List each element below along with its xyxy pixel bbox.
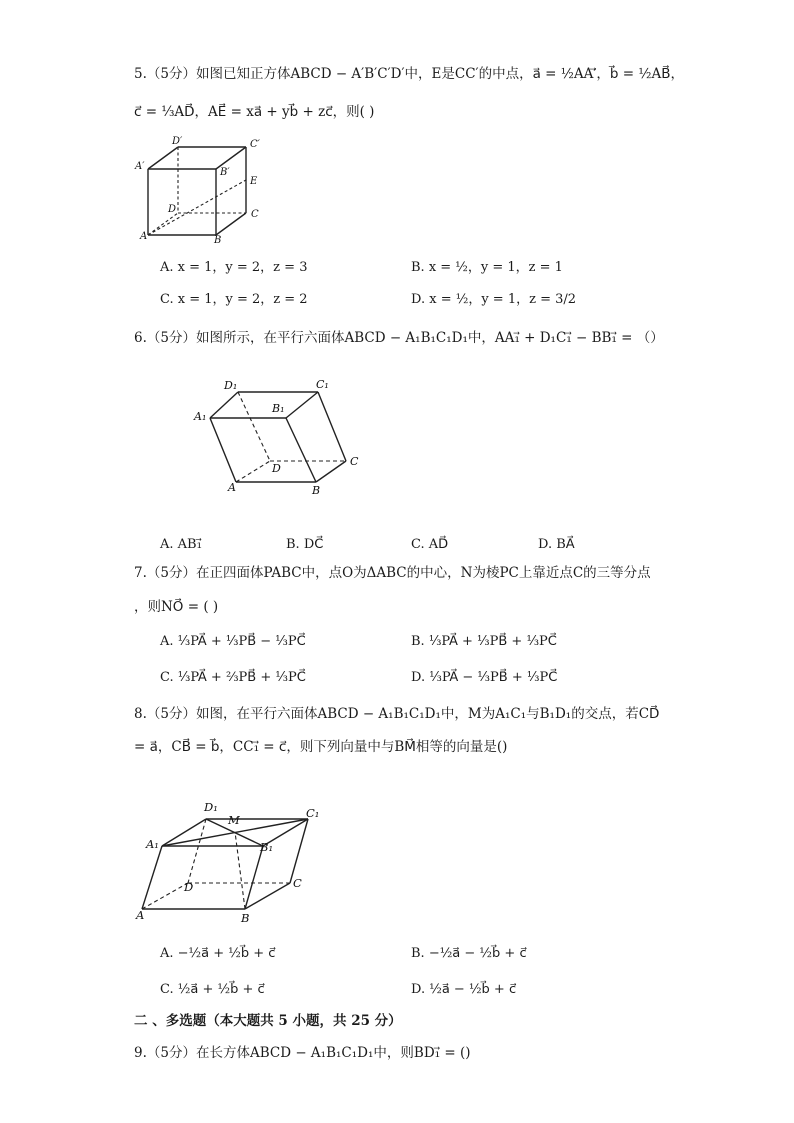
q8-parallelepiped-figure	[130, 795, 330, 925]
q6-parallelepiped-figure	[190, 375, 370, 500]
q8-option-b[interactable]: B. −½a⃗ − ½b⃗ + c⃗	[411, 946, 527, 961]
q8-option-c[interactable]: C. ½a⃗ + ½b⃗ + c⃗	[160, 982, 265, 997]
q6-label-A: A	[228, 481, 236, 494]
q5-label-D: D	[168, 204, 177, 215]
q5-label-A-prime: A′	[135, 161, 145, 172]
q5-option-b[interactable]: B. x = ½，y = 1，z = 1	[411, 260, 563, 275]
q5-stem-line2: c⃗ = ⅓AD⃗，AE⃗ = xa⃗ + yb⃗ + zc⃗，则( )	[134, 104, 375, 120]
q8-stem-line1: 8.（5分）如图，在平行六面体ABCD − A₁B₁C₁D₁中，M为A₁C₁与B₁D₁的交点，若CD⃗	[134, 706, 660, 722]
q5-option-d[interactable]: D. x = ½，y = 1，z = 3/2	[411, 292, 577, 307]
q8-label-B1: B₁	[260, 840, 274, 854]
q5-label-B-prime: B′	[220, 167, 230, 178]
q6-label-B1: B₁	[272, 402, 285, 415]
q5-label-A: A	[140, 231, 148, 242]
q5-label-C-prime: C′	[250, 139, 260, 150]
q6-label-A1: A₁	[194, 410, 207, 423]
q5-label-C: C	[251, 209, 259, 220]
q8-label-A1: A₁	[146, 837, 159, 851]
q8-label-D: D	[184, 880, 194, 894]
q6-label-D1: D₁	[224, 379, 238, 392]
q8-label-M: M	[228, 813, 240, 827]
q5-option-a[interactable]: A. x = 1，y = 2，z = 3	[160, 260, 308, 275]
q5-label-E: E	[250, 176, 258, 187]
q7-stem-line1: 7.（5分）在正四面体PABC中，点O为ΔABC的中心，N为棱PC上靠近点C的三等分点	[134, 565, 651, 581]
q5-label-B: B	[214, 235, 222, 246]
q7-option-c[interactable]: C. ⅓PA⃗ + ⅔PB⃗ + ⅓PC⃗	[160, 670, 306, 685]
q5-cube-figure	[130, 135, 280, 245]
q6-option-c[interactable]: C. AD⃗	[411, 537, 449, 552]
q8-option-d[interactable]: D. ½a⃗ − ½b⃗ + c⃗	[411, 982, 517, 997]
q7-stem-line2: ，则NO⃗ = ( )	[134, 599, 219, 615]
q5-option-c[interactable]: C. x = 1，y = 2，z = 2	[160, 292, 308, 307]
q7-option-b[interactable]: B. ⅓PA⃗ + ⅓PB⃗ + ⅓PC⃗	[411, 634, 557, 649]
q8-label-B: B	[241, 911, 250, 925]
q7-option-d[interactable]: D. ⅓PA⃗ − ⅓PB⃗ + ⅓PC⃗	[411, 670, 558, 685]
q6-stem-line1: 6.（5分）如图所示，在平行六面体ABCD − A₁B₁C₁D₁中，AA₁⃗ + D₁C₁⃗ − BB₁⃗ = （）	[134, 330, 664, 346]
q6-option-d[interactable]: D. BA⃗	[538, 537, 575, 552]
q8-label-D1: D₁	[204, 800, 218, 814]
q6-option-a[interactable]: A. AB₁⃗	[160, 537, 202, 552]
q6-label-B: B	[312, 484, 321, 497]
q7-option-a[interactable]: A. ⅓PA⃗ + ⅓PB⃗ − ⅓PC⃗	[160, 634, 306, 649]
q6-label-C: C	[350, 455, 359, 468]
q5-stem-line1: 5.（5分）如图已知正方体ABCD − A′B′C′D′中，E是CC′的中点，a⃗ = ½AA′⃗，b⃗ = ½AB⃗，	[134, 66, 684, 82]
q8-label-C: C	[293, 876, 302, 890]
q5-label-D-prime: D′	[172, 136, 183, 147]
q8-label-A: A	[136, 908, 145, 922]
section-heading-multiple-choice: 二 、多选题（本大题共 5 小题，共 25 分）	[134, 1013, 402, 1029]
q8-label-C1: C₁	[306, 806, 320, 820]
q8-stem-line2: = a⃗，CB⃗ = b⃗，CC₁⃗ = c⃗，则下列向量中与BM⃗相等的向量是()	[134, 739, 508, 755]
q6-label-D: D	[272, 462, 281, 475]
q9-stem-line1: 9.（5分）在长方体ABCD − A₁B₁C₁D₁中，则BD₁⃗ = ()	[134, 1045, 471, 1061]
q8-option-a[interactable]: A. −½a⃗ + ½b⃗ + c⃗	[160, 946, 276, 961]
q6-option-b[interactable]: B. DC⃗	[286, 537, 324, 552]
q6-label-C1: C₁	[316, 378, 329, 391]
